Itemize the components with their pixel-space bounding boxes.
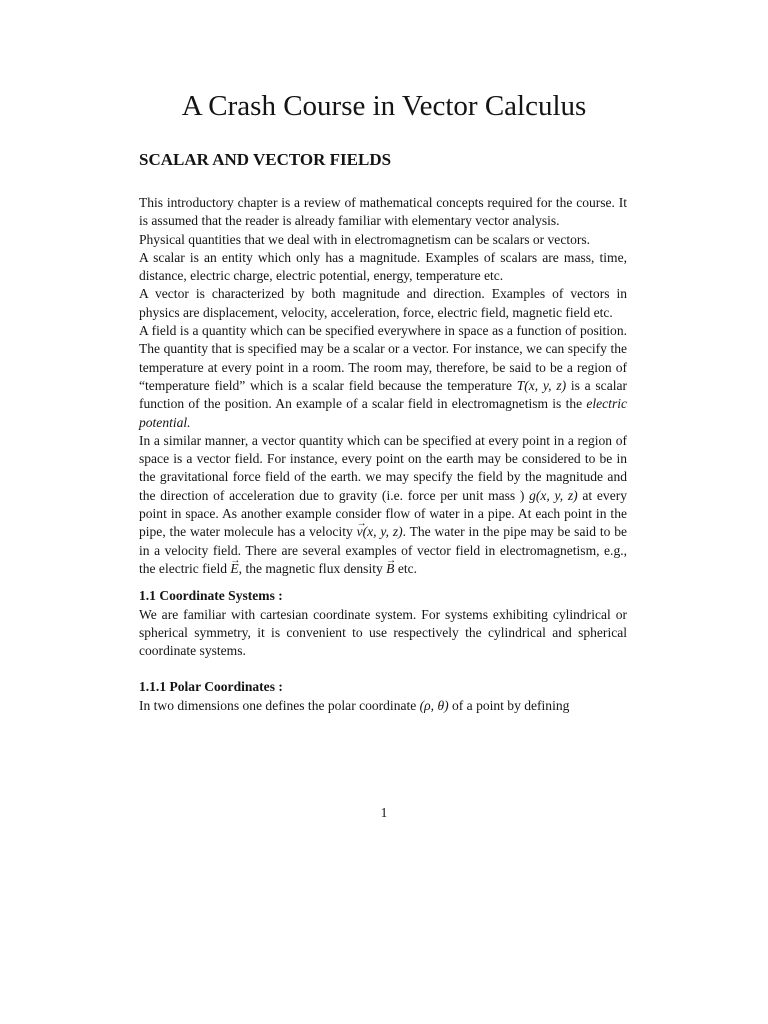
text-run: In two dimensions one defines the polar coordinate xyxy=(139,697,420,713)
text-run: . The water in the pipe may be said to be in a velocity field. There are several examples of vector field in electromagnetism, e.g., the electric field xyxy=(139,524,627,576)
text-run: etc. xyxy=(394,560,418,576)
paragraph: We are familiar with cartesian coordinate system. For systems exhibiting cylindrical or spherical symmetry, it is convenient to use respectively the cylindrical and spherical coordinate systems. xyxy=(139,606,627,659)
paragraph xyxy=(139,432,627,578)
text-run: , the magnetic flux density xyxy=(238,560,387,576)
text-run: of a point by defining xyxy=(448,697,570,713)
paragraph xyxy=(139,697,627,715)
text-run: In a similar manner, a vector quantity which can be specified at every point in a region of space is a vector field. For instance, every point on the earth may be considered to be in the gravitational force field of the earth. we may specify the field by the magnitude and the direction of acceleration due to gravity (i.e. force per unit mass ) xyxy=(139,432,627,503)
vector-expression: → E xyxy=(230,561,238,576)
page-number: 1 xyxy=(380,805,388,820)
paragraph: This introductory chapter is a review of mathematical concepts required for the course. It is assumed that the reader is already familiar with elementary vector analysis. xyxy=(139,195,627,229)
paragraph: A vector is characterized by both magnitude and direction. Examples of vectors in physics are displacement, velocity, acceleration, force, electric field, magnetic field etc. xyxy=(139,286,627,320)
vector-expression: → v(x, y, z) xyxy=(357,524,403,539)
text-run: at every point in space. As another example consider flow of water in a pipe. At each point in the pipe, the water molecule has a velocity xyxy=(139,487,627,540)
math-expression: (ρ, θ) xyxy=(419,697,449,713)
paragraph xyxy=(139,322,627,432)
math-expression: g(x, y, z) xyxy=(529,487,578,503)
subsection-heading: 1.1 Coordinate Systems : xyxy=(139,588,283,604)
paragraph: Physical quantities that we deal with in electromagnetism can be scalars or vectors. xyxy=(139,231,591,247)
paragraph: A scalar is an entity which only has a magnitude. Examples of scalars are mass, time, distance, electric charge, electric potential, energy, temperature etc. xyxy=(139,249,627,284)
text-run: A field is a quantity which can be specified everywhere in space as a function of position. The quantity that is specified may be a scalar or a vector. For instance, we can specify the temperature at every point in a room. The room may, therefore, be said to be a region of “temperature field” which is a scalar field because the temperature xyxy=(139,323,627,393)
math-expression: T(x, y, z) xyxy=(516,377,567,393)
body-text xyxy=(139,194,627,715)
section-heading: SCALAR AND VECTOR FIELDS xyxy=(139,150,392,169)
document-title: A Crash Course in Vector Calculus xyxy=(181,90,587,122)
subsection-heading: 1.1.1 Polar Coordinates : xyxy=(139,679,283,695)
vector-expression: → B xyxy=(386,561,394,576)
text-run: is a scalar function of the position. An example of a scalar field in electromagnetism is the xyxy=(139,377,627,412)
emphasis-text: electric potential. xyxy=(139,396,627,430)
